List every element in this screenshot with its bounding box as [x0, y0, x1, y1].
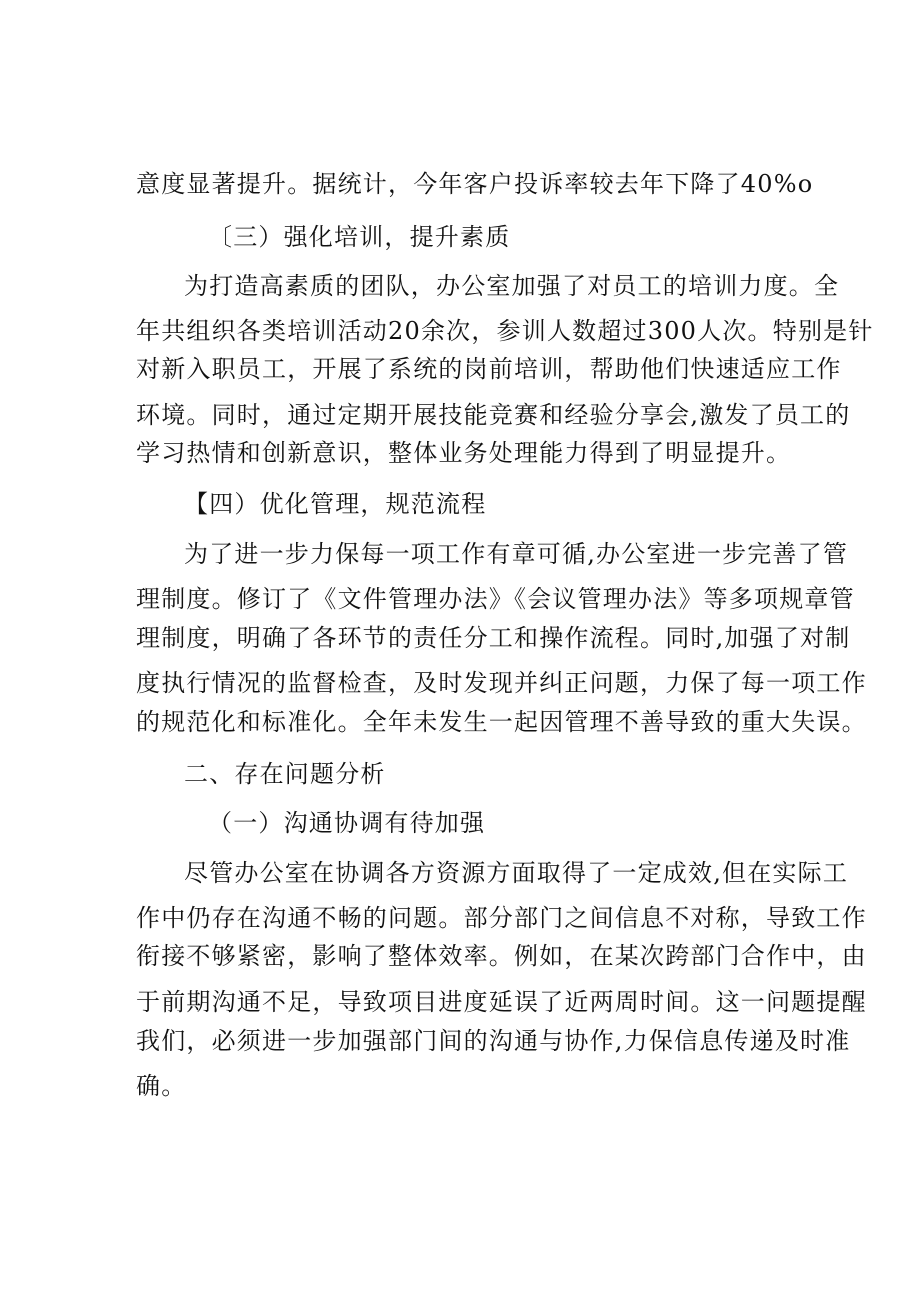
paragraph-line: 尽管办公室在协调各方资源方面取得了一定成效,但在实际工: [184, 859, 849, 887]
paragraph-line: 于前期沟通不足，导致项目进度延误了近两周时间。这一问题提醒: [136, 988, 867, 1016]
paragraph-line: 对新入职员工，开展了系统的岗前培训，帮助他们快速适应工作: [136, 355, 842, 383]
paragraph-line: 为了进一步力保每一项工作有章可循,办公室进一步完善了管: [184, 540, 849, 568]
paragraph-line: 作中仍存在沟通不畅的问题。部分部门之间信息不对称，导致工作: [136, 904, 867, 932]
paragraph-line: 理制度。修订了《文件管理办法》《会议管理办法》等多项规章管: [136, 585, 855, 613]
paragraph-line: 理制度，明确了各环节的责任分工和操作流程。同时,加强了对制: [136, 624, 851, 652]
paragraph-line: 确。: [136, 1072, 187, 1100]
section-heading: 【四）优化管理，规范流程: [184, 490, 487, 518]
section-heading: 〔三）强化培训，提升素质: [208, 223, 511, 251]
section-heading: （一）沟通协调有待加强: [208, 809, 486, 837]
paragraph-line: 度执行情况的监督检查，及时发现并纠正问题，力保了每一项工作: [136, 669, 867, 697]
paragraph-line: 的规范化和标准化。全年未发生一起因管理不善导致的重大失误。: [136, 708, 867, 736]
paragraph-line: 衔接不够紧密，影响了整体效率。例如，在某次跨部门合作中，由: [136, 942, 867, 970]
paragraph-line: 年共组织各类培训活动20余次，参训人数超过300人次。特别是针: [136, 317, 874, 345]
paragraph-line: 学习热情和创新意识，整体业务处理能力得到了明显提升。: [136, 439, 792, 467]
paragraph-line: 环境。同时，通过定期开展技能竞赛和经验分享会,激发了员工的: [136, 401, 851, 429]
paragraph-line: 意度显著提升。据统计，今年客户投诉率较去年下降了40%o: [136, 170, 814, 198]
main-heading: 二、存在问题分析: [184, 760, 386, 788]
paragraph-line: 为打造高素质的团队，办公室加强了对员工的培训力度。全: [184, 272, 840, 300]
paragraph-line: 我们，必须进一步加强部门间的沟通与协作,力保信息传递及时准: [136, 1027, 851, 1055]
